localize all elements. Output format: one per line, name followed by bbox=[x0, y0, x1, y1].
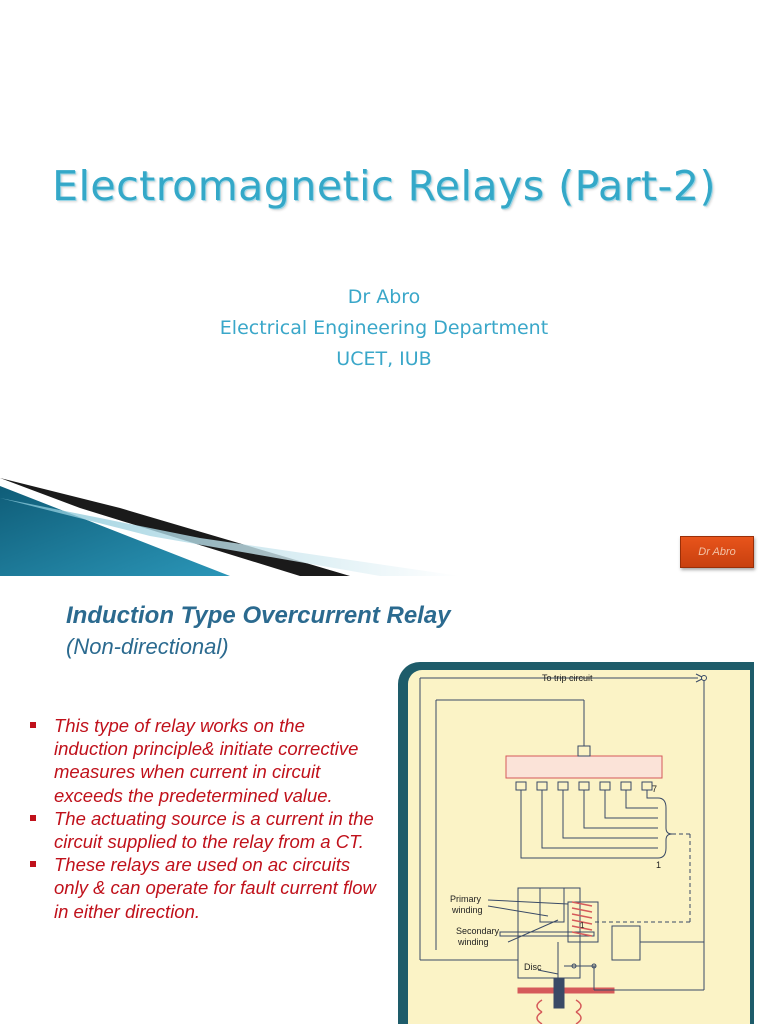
trip-circuit-label: To trip circuit bbox=[542, 673, 593, 683]
author-tag-button[interactable]: Dr Abro bbox=[680, 536, 754, 568]
institution-name: UCET, IUB bbox=[336, 348, 432, 370]
slide-heading: Induction Type Overcurrent Relay bbox=[66, 602, 451, 629]
author-name: Dr Abro bbox=[347, 286, 421, 308]
department-name: Electrical Engineering Department bbox=[219, 317, 549, 339]
square-bullet-icon bbox=[30, 722, 36, 728]
bullet-item: The actuating source is a current in the circuit supplied to the relay from a CT. bbox=[30, 807, 380, 853]
square-bullet-icon bbox=[30, 861, 36, 867]
bullet-list bbox=[30, 714, 380, 923]
content-slide bbox=[0, 586, 768, 1024]
coil-mark-label: 1 bbox=[580, 921, 585, 930]
slide-subheading: (Non-directional) bbox=[66, 634, 229, 659]
primary-label: Primary bbox=[450, 894, 481, 904]
relay-diagram bbox=[408, 670, 750, 1024]
tap-label-bottom: 1 bbox=[656, 860, 662, 870]
tap-label-top: 7 bbox=[652, 784, 658, 794]
disc-label: Disc bbox=[524, 962, 542, 972]
decorative-swoosh bbox=[0, 478, 460, 576]
square-bullet-icon bbox=[30, 815, 36, 821]
primary-label: winding bbox=[452, 905, 483, 915]
secondary-label: Secondary bbox=[456, 926, 500, 936]
bullet-item: This type of relay works on the induction principle& initiate corrective measures when current in circuit exceeds the predetermined value. bbox=[30, 714, 380, 807]
secondary-label: winding bbox=[458, 937, 489, 947]
slide-separator bbox=[0, 576, 768, 586]
slide-title: Electromagnetic Relays (Part-2) bbox=[52, 162, 716, 210]
author-block bbox=[0, 282, 768, 375]
bullet-item: These relays are used on ac circuits only & can operate for fault current flow in either direction. bbox=[30, 853, 380, 923]
relay-schematic bbox=[408, 670, 750, 1024]
